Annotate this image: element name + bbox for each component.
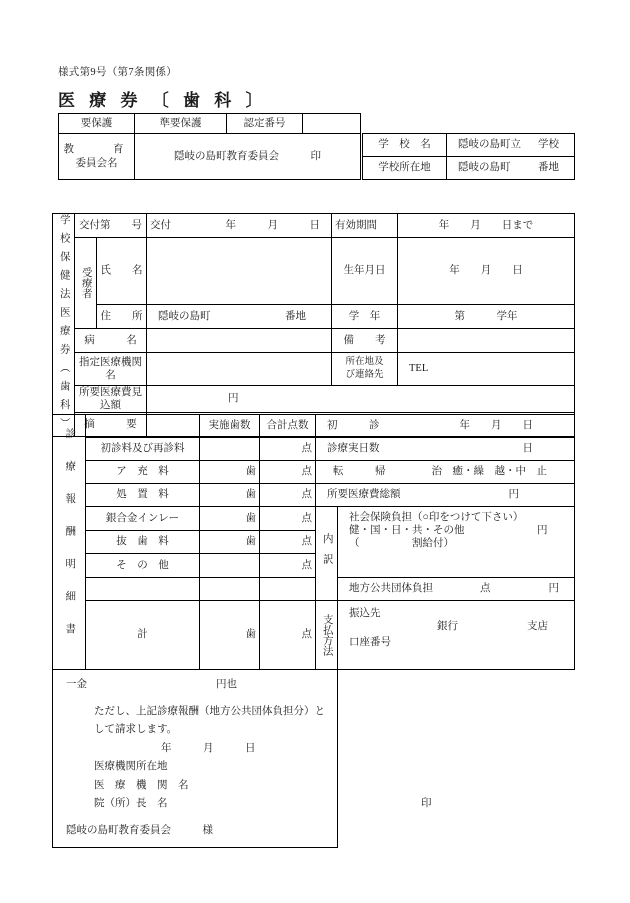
cell-total-points-header: 合計点数 [260, 415, 316, 438]
page-title: 医 療 券 〔 歯 科 〕 [58, 91, 268, 110]
form-number: 様式第9号（第7条関係） [58, 67, 178, 78]
amount-label: 一金 [66, 679, 87, 690]
cell-first-visit[interactable]: 初 診 年 月 日 [316, 415, 575, 438]
social-insurance-ratio: （ 割給付） [349, 538, 454, 550]
medical-voucher-table [52, 213, 575, 437]
fee-item-teeth[interactable]: 歯 [200, 507, 260, 531]
fee-row [53, 507, 575, 531]
cell-institution-label: 指定医療機関名 [75, 352, 147, 385]
cell-address-label: 住 所 [97, 304, 147, 328]
cell-summary-label: 摘 要 [75, 413, 147, 437]
cell-payment-method-label [316, 601, 338, 670]
cell-nintei-bango-value[interactable] [303, 114, 361, 134]
estimated-cost-row [53, 385, 575, 412]
committee-school-row [59, 134, 575, 157]
fee-item-label: ア 充 料 [86, 461, 200, 484]
cell-statement-side-label [53, 415, 86, 670]
cell-jun-yohogo: 準要保護 [135, 114, 227, 134]
fee-item-points[interactable]: 点 [260, 461, 316, 484]
branch-label: 支店 [527, 621, 548, 633]
cell-issue-number[interactable]: 交付第 号 [75, 214, 147, 238]
patient-address-row [53, 304, 575, 328]
cell-grade-label: 学 年 [332, 304, 398, 328]
fee-blank-cell[interactable] [86, 578, 200, 601]
fee-item-label: 抜 歯 料 [86, 530, 200, 554]
cell-remarks-label: 備 考 [332, 328, 398, 352]
fee-item-teeth[interactable] [200, 554, 260, 578]
amount-unit: 円也 [216, 679, 237, 690]
fee-header-row [53, 415, 575, 438]
cell-name-value[interactable] [147, 238, 332, 305]
cell-validity-date[interactable]: 年 月 日まで [398, 214, 575, 238]
cell-fee-header-blank [86, 415, 200, 438]
social-insurance-kinds: 健・国・日・共・その他 [349, 525, 465, 537]
institution-address-label[interactable]: 医療機関所在地 [94, 761, 168, 773]
bank-label: 銀行 [437, 621, 458, 633]
fee-total-label: 計 [86, 601, 200, 670]
cell-school-address-value[interactable]: 隠岐の島町 番地 [447, 157, 575, 180]
patient-name-row [53, 238, 575, 305]
cell-patient-side-label [75, 238, 97, 329]
treatment-fee-statement-table [52, 414, 575, 848]
cell-remarks-value[interactable] [398, 328, 575, 352]
payment-method-label-text: 支払方法 [321, 614, 333, 656]
claim-statement: ただし、上記診療報酬（地方公共団体負担分）として請求します。 [94, 706, 325, 736]
cell-issue-date[interactable]: 交付 年 月 日 [147, 214, 332, 238]
institution-name-label[interactable]: 医 療 機 関 名 [94, 779, 189, 791]
bank-branch-row [341, 620, 571, 633]
cell-school-name-label: 学 校 名 [363, 134, 447, 157]
fee-row [53, 461, 575, 484]
cell-total-medical-cost[interactable]: 所要医療費総額 円 [316, 484, 575, 507]
cell-education-committee-label: 教 育 委員会名 [59, 134, 135, 180]
cell-validity-label: 有効期間 [332, 214, 398, 238]
patient-side-label-text: 受療者 [80, 267, 92, 299]
fee-item-points[interactable]: 点 [260, 438, 316, 461]
cell-name-label: 氏 名 [97, 238, 147, 305]
voucher-side-label-text: 学校保健法医療券（歯科） [58, 214, 70, 436]
fee-row [53, 438, 575, 461]
fee-item-teeth[interactable]: 歯 [200, 530, 260, 554]
cell-social-insurance[interactable] [338, 507, 575, 578]
fee-item-teeth[interactable]: 歯 [200, 461, 260, 484]
claim-footer-row [53, 670, 575, 848]
fee-item-points[interactable]: 点 [260, 554, 316, 578]
cell-disease-label: 病 名 [75, 328, 147, 352]
cell-institution-value[interactable] [147, 352, 332, 385]
cell-outcome[interactable]: 転 帰 治 癒・繰 越・中 止 [316, 461, 575, 484]
cell-address-value[interactable]: 隠岐の島町 番地 [147, 304, 332, 328]
director-name-row[interactable] [66, 795, 432, 813]
fee-total-teeth[interactable]: 歯 [200, 601, 260, 670]
cell-school-address-label: 学校所在地 [363, 157, 447, 180]
cell-voucher-side-label [53, 214, 75, 437]
cell-institution-address-label: 所在地及 び連絡先 [332, 352, 398, 385]
recipient-status-table [58, 113, 575, 180]
amount-row [66, 676, 334, 694]
cell-estimated-cost-value[interactable]: 円 [147, 385, 575, 412]
fee-row [53, 484, 575, 507]
cell-institution-tel[interactable]: TEL [398, 352, 575, 385]
fee-blank-cell[interactable] [200, 578, 260, 601]
spacer-cell [363, 114, 447, 134]
fee-item-points[interactable]: 点 [260, 484, 316, 507]
cell-birthdate-value[interactable]: 年 月 日 [398, 238, 575, 305]
fee-item-points[interactable]: 点 [260, 530, 316, 554]
cell-breakdown-label [316, 507, 338, 601]
fee-item-label: そ の 他 [86, 554, 200, 578]
claim-date[interactable]: 年 月 日 [161, 742, 256, 754]
cell-disease-value[interactable] [147, 328, 332, 352]
issue-row [53, 214, 575, 238]
fee-item-teeth[interactable] [200, 438, 260, 461]
claim-block-content [56, 670, 432, 847]
fee-item-teeth[interactable]: 歯 [200, 484, 260, 507]
social-insurance-yen: 円 [537, 525, 548, 537]
fee-item-label: 処 置 料 [86, 484, 200, 507]
fee-item-points[interactable]: 点 [260, 507, 316, 531]
cell-claim-block [53, 670, 432, 848]
fee-total-points[interactable]: 点 [260, 601, 316, 670]
cell-birthdate-label: 生年月日 [332, 238, 398, 305]
cell-estimated-cost-label: 所要医療費見込額 [75, 385, 147, 412]
addressee: 隠岐の島町教育委員会 様 [66, 825, 213, 837]
local-government-row [53, 578, 575, 601]
cell-nintei-bango-label: 認定番号 [227, 114, 303, 134]
fee-blank-cell[interactable] [260, 578, 316, 601]
statement-side-label-text: 診療報酬明細書 [64, 428, 76, 656]
institution-row [53, 352, 575, 385]
director-name-label: 院（所）長 名 [94, 797, 168, 809]
fee-item-label: 初診料及び再診料 [86, 438, 200, 461]
disease-row [53, 328, 575, 352]
cell-local-government-burden[interactable]: 地方公共団体負担 点 円 [338, 578, 575, 601]
status-row [59, 114, 575, 134]
cell-grade-value[interactable]: 第 学年 [398, 304, 575, 328]
cell-payment-details[interactable] [338, 601, 575, 670]
seal-mark: 印 [421, 797, 432, 809]
fee-item-label: 銀合金インレー [86, 507, 200, 531]
cell-treatment-days[interactable]: 診療実日数 日 [316, 438, 575, 461]
breakdown-label-text: 内訳 [321, 533, 333, 574]
social-insurance-kinds-row [341, 524, 571, 537]
cell-yohogo: 要保護 [59, 114, 135, 134]
account-number-label: 口座番号 [349, 637, 391, 649]
cell-education-committee-value: 隠岐の島町教育委員会 印 [135, 134, 361, 180]
social-insurance-title: 社会保険負担（○印をつけて下さい） [349, 512, 524, 523]
transfer-destination-label: 振込先 [349, 608, 381, 619]
spacer-cell [447, 114, 575, 134]
total-and-payment-row [53, 601, 575, 670]
cell-school-name-value[interactable]: 隠岐の島町立 学校 [447, 134, 575, 157]
cell-teeth-count-header: 実施歯数 [200, 415, 260, 438]
